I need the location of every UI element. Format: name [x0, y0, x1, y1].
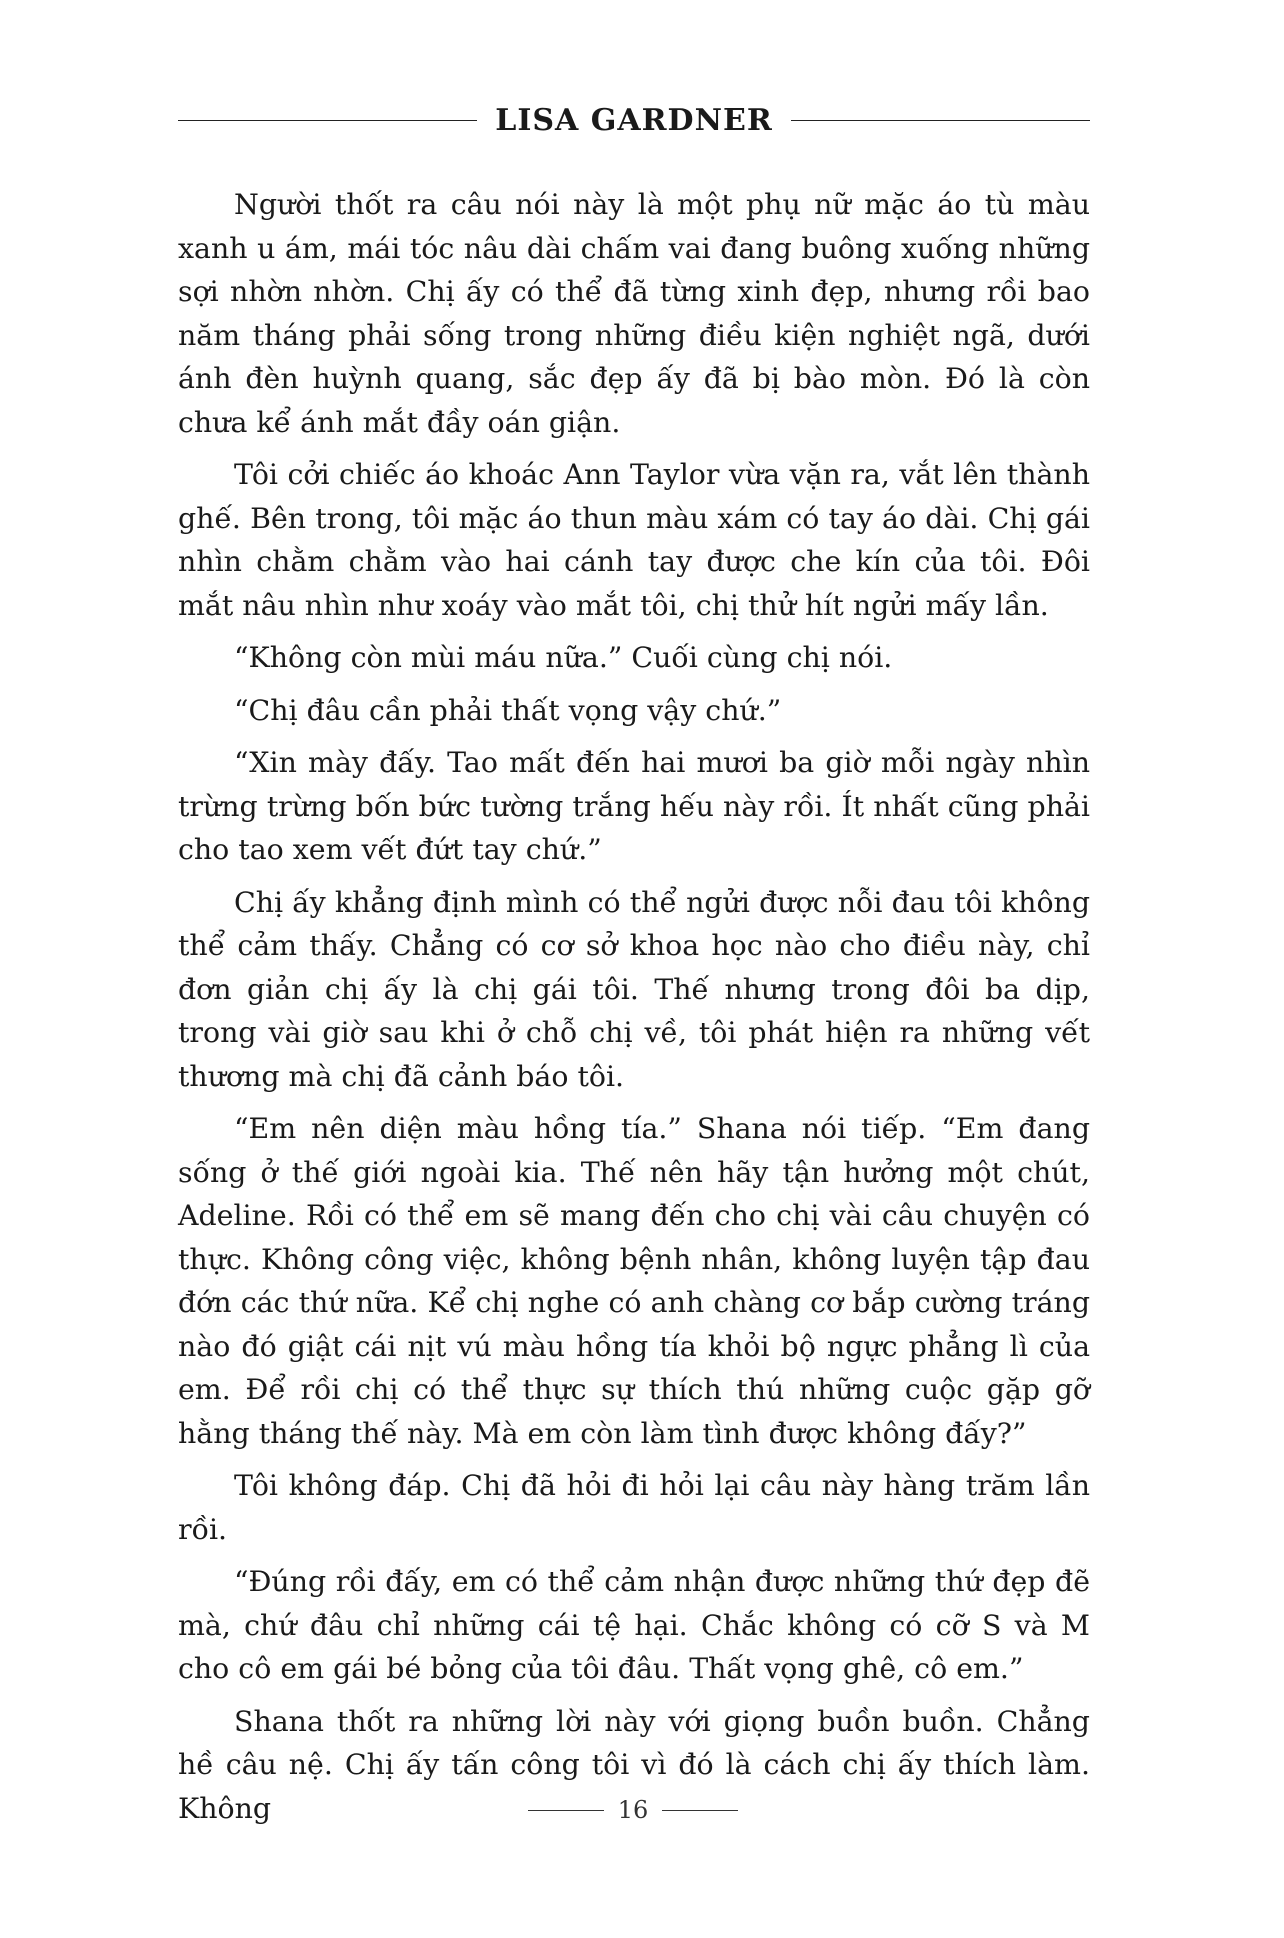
paragraph: Tôi cởi chiếc áo khoác Ann Taylor vừa vặn ra, vắt lên thành ghế. Bên trong, tôi mặc áo thun màu xám có tay áo dài. Chị gái nhìn chằm chằm vào hai cánh tay được che kín của tôi. Đôi mắt nâu nhìn như xoáy vào mắt tôi, chị thử hít ngửi mấy lần. — [178, 458, 1090, 622]
paragraph: “Xin mày đấy. Tao mất đến hai mươi ba giờ mỗi ngày nhìn trừng trừng bốn bức tường trắng hếu này rồi. Ít nhất cũng phải cho tao xem vết đứt tay chứ.” — [178, 746, 1090, 866]
page-footer — [528, 1790, 738, 1830]
page-number: 16 — [617, 1796, 649, 1824]
paragraph: “Đúng rồi đấy, em có thể cảm nhận được những thứ đẹp đẽ mà, chứ đâu chỉ những cái tệ hại. Chắc không có cỡ S và M cho cô em gái bé bỏng của tôi đâu. Thất vọng ghê, cô em.” — [178, 1565, 1090, 1685]
running-header — [178, 92, 1090, 148]
paragraph: “Chị đâu cần phải thất vọng vậy chứ.” — [234, 693, 782, 727]
paragraph: Chị ấy khẳng định mình có thể ngửi được nỗi đau tôi không thể cảm thấy. Chẳng có cơ sở khoa học nào cho điều này, chỉ đơn giản chị ấy là chị gái tôi. Thế nhưng trong đôi ba dịp, trong vài giờ sau khi ở chỗ chị về, tôi phát hiện ra những vết thương mà chị đã cảnh báo tôi. — [178, 885, 1090, 1093]
paragraph: Tôi không đáp. Chị đã hỏi đi hỏi lại câu này hàng trăm lần rồi. — [178, 1469, 1090, 1546]
footer-rule-right — [662, 1810, 738, 1811]
paragraph: Shana thốt ra những lời này với giọng buồn buồn. Chẳng hề câu nệ. Chị ấy tấn công tôi vì đó là cách chị ấy thích làm. Không — [178, 1704, 1090, 1825]
paragraph: “Không còn mùi máu nữa.” Cuối cùng chị nói. — [234, 641, 893, 674]
header-rule-left — [178, 120, 477, 121]
paragraph: “Em nên diện màu hồng tía.” Shana nói tiếp. “Em đang sống ở thế giới ngoài kia. Thế nên hãy tận hưởng một chút, Adeline. Rồi có thể em sẽ mang đến cho chị vài câu chuyện có thực. Không công việc, không bệnh nhân, không luyện tập đau đớn các thứ nữa. Kể chị nghe có anh chàng cơ bắp cường tráng nào đó giật cái nịt vú màu hồng tía khỏi bộ ngực phẳng lì của em. Để rồi chị có thể thực sự thích thú những cuộc gặp gỡ hằng tháng thế này. Mà em còn làm tình được không đấy?” — [178, 1112, 1090, 1450]
author-name: LISA GARDNER — [495, 102, 773, 138]
header-rule-right — [791, 120, 1090, 121]
paragraph: Người thốt ra câu nói này là một phụ nữ mặc áo tù màu xanh u ám, mái tóc nâu dài chấm vai đang buông xuống những sợi nhờn nhờn. Chị ấy có thể đã từng xinh đẹp, nhưng rồi bao năm tháng phải sống trong những điều kiện nghiệt ngã, dưới ánh đèn huỳnh quang, sắc đẹp ấy đã bị bào mòn. Đó là còn chưa kể ánh mắt đầy oán giận. — [178, 188, 1090, 439]
footer-rule-left — [528, 1810, 604, 1811]
body-text — [178, 183, 1090, 1839]
